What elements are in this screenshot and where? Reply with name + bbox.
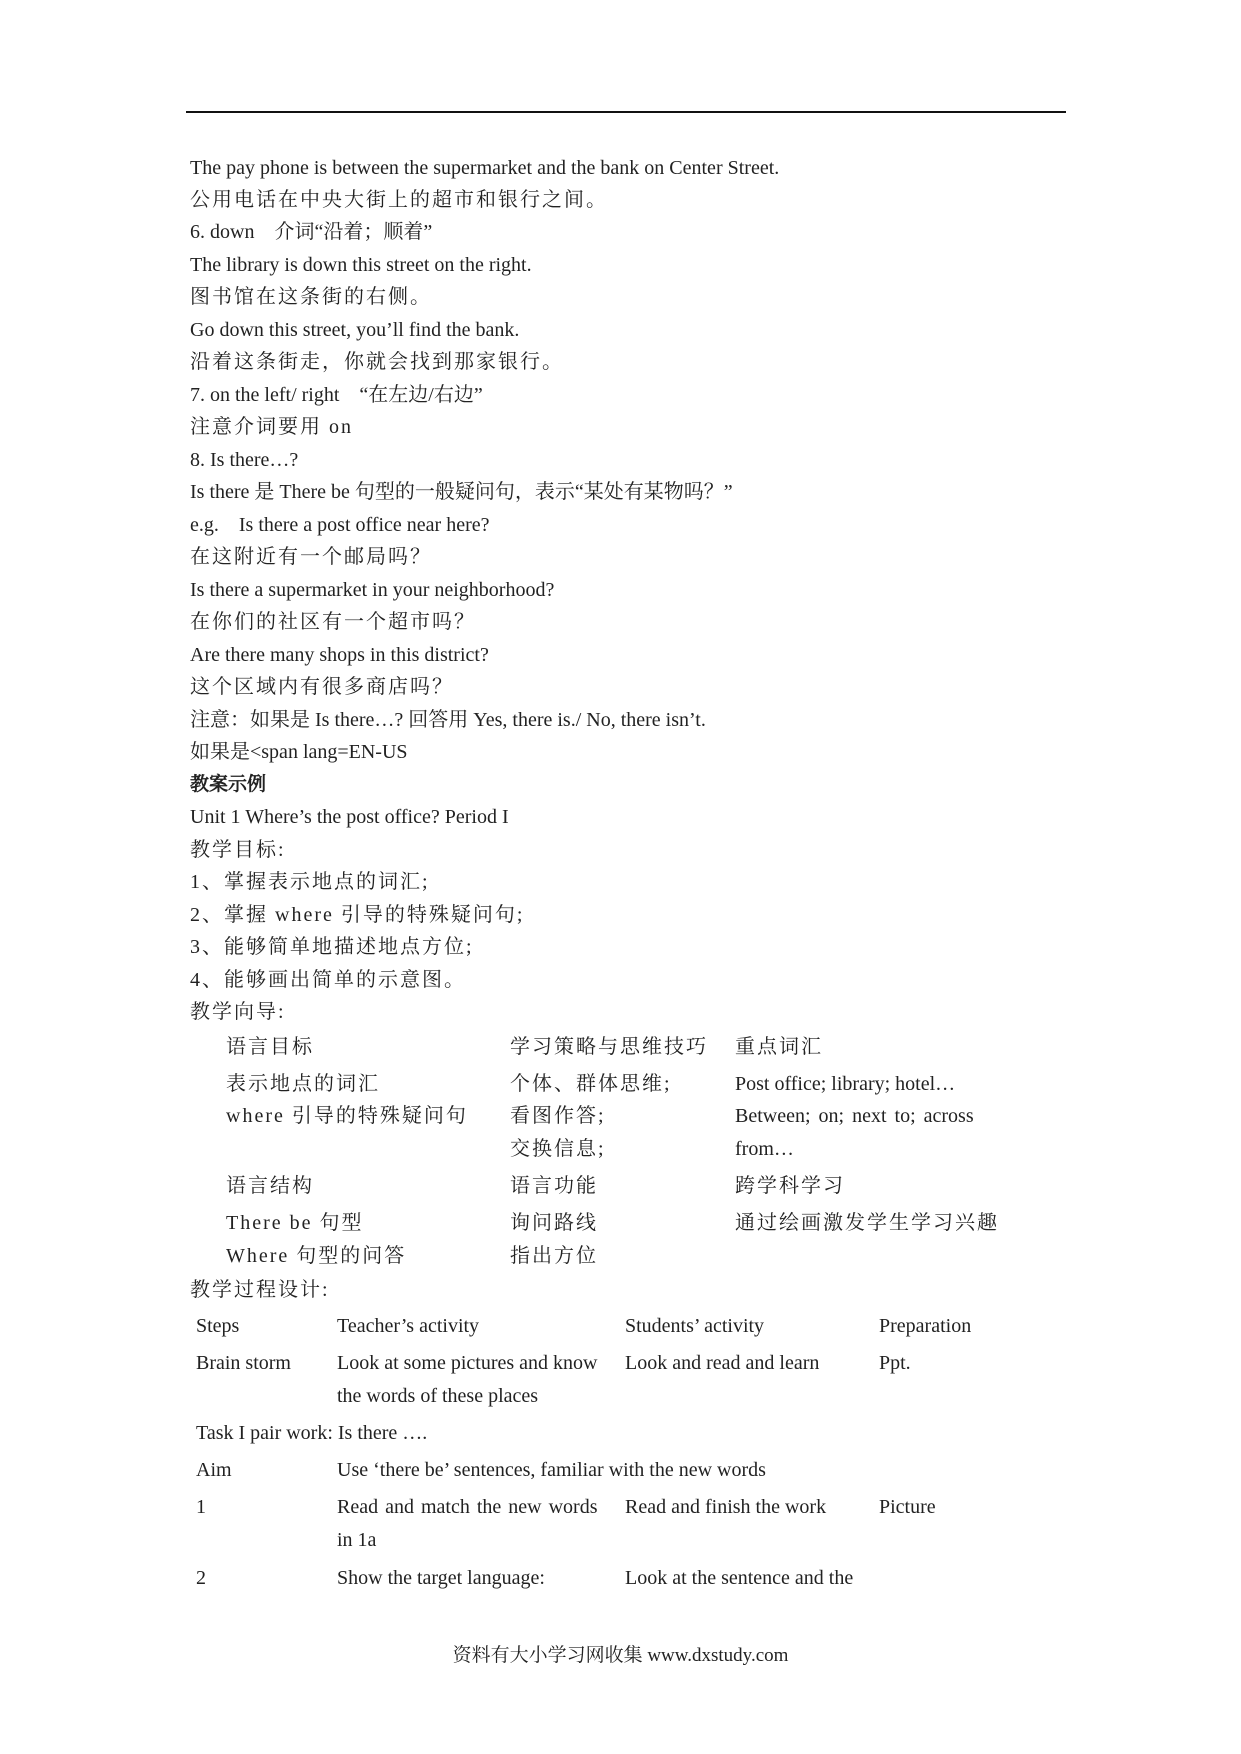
text-line: The pay phone is between the supermarket and the bank on Center Street. [190,157,780,179]
guide-cell: 重点词汇 [735,1036,823,1058]
guide-cell: 语言目标 [226,1036,314,1058]
objective-item: 2、掌握 where 引导的特殊疑问句; [190,904,525,926]
text-line: 注意：如果是 Is there…? 回答用 Yes, there is./ No, there isn’t. [190,709,706,731]
process-header-cell: Teacher’s activity [337,1315,480,1337]
guide-cell: from… [735,1138,794,1160]
guide-cell: 指出方位 [510,1245,598,1267]
process-cell: 2 [196,1567,206,1589]
objective-item: 4、能够画出简单的示意图。 [190,969,466,991]
section-heading: 教案示例 [190,773,267,795]
guide-cell: Between; on; next to; across [735,1105,974,1127]
guide-cell: 语言结构 [226,1175,314,1197]
guide-cell: There be 句型 [226,1212,364,1234]
guide-cell: Post office; library; hotel… [735,1073,956,1095]
text-line: 公用电话在中央大街上的超市和银行之间。 [190,189,608,211]
text-line: 在你们的社区有一个超市吗？ [190,611,476,633]
objective-item: 1、掌握表示地点的词汇; [190,871,430,893]
text-line: 如果是<span lang=EN-US [190,741,408,763]
process-cell: Look and read and learn [625,1352,820,1374]
process-cell: Look at the sentence and the [625,1567,854,1589]
process-header-cell: Preparation [879,1315,972,1337]
process-cell: Read and finish the work [625,1496,827,1518]
text-line: Is there a supermarket in your neighborhood? [190,579,555,601]
process-cell: in 1a [337,1529,377,1551]
text-line: Is there 是 There be 句型的一般疑问句，表示“某处有某物吗？” [190,481,733,503]
process-title: 教学过程设计: [190,1279,330,1301]
guide-cell: Where 句型的问答 [226,1245,407,1267]
process-header-cell: Students’ activity [625,1315,765,1337]
process-cell: Ppt. [879,1352,911,1374]
guide-cell: 跨学科学习 [735,1175,845,1197]
guide-cell: 语言功能 [510,1175,598,1197]
text-line: 8. Is there…? [190,449,299,471]
text-line: 教学目标: [190,839,286,861]
text-line: e.g. Is there a post office near here? [190,514,490,536]
guide-cell: where 引导的特殊疑问句 [226,1105,468,1127]
text-line: The library is down this street on the right. [190,254,532,276]
process-cell: Picture [879,1496,936,1518]
process-task-row: Task I pair work: Is there …. [196,1422,428,1444]
process-cell: 1 [196,1496,206,1518]
text-line: 7. on the left/ right “在左边/右边” [190,384,483,406]
guide-cell: 表示地点的词汇 [226,1073,380,1095]
text-line: 6. down 介词“沿着；顺着” [190,221,433,243]
header-rule [186,111,1066,113]
process-cell: Show the target language: [337,1567,545,1589]
process-cell: Look at some pictures and know [337,1352,598,1374]
text-line: 这个区域内有很多商店吗？ [190,676,454,698]
text-line: Are there many shops in this district? [190,644,489,666]
guide-cell: 通过绘画激发学生学习兴趣 [735,1212,999,1234]
process-cell: Aim [196,1459,232,1481]
process-cell: Read and match the new words [337,1496,598,1518]
guide-cell: 看图作答; [510,1105,606,1127]
guide-cell: 交换信息; [510,1138,606,1160]
guide-cell: 个体、群体思维; [510,1073,672,1095]
guide-cell: 询问路线 [510,1212,598,1234]
lesson-title: Unit 1 Where’s the post office? Period I [190,806,509,828]
text-line: Go down this street, you’ll find the bank. [190,319,520,341]
process-cell: Use ‘there be’ sentences, familiar with the new words [337,1459,766,1481]
process-cell: the words of these places [337,1385,539,1407]
text-line: 在这附近有一个邮局吗？ [190,546,432,568]
text-line: 注意介词要用 on [190,416,353,438]
guide-cell: 学习策略与思维技巧 [510,1036,708,1058]
text-line: 图书馆在这条街的右侧。 [190,286,432,308]
objective-item: 3、能够简单地描述地点方位; [190,936,474,958]
process-header-cell: Steps [196,1315,240,1337]
process-cell: Brain storm [196,1352,291,1374]
text-line: 沿着这条街走，你就会找到那家银行。 [190,351,564,373]
page-footer: 资料有大小学习网收集 www.dxstudy.com [452,1645,789,1666]
text-line: 教学向导: [190,1001,286,1023]
